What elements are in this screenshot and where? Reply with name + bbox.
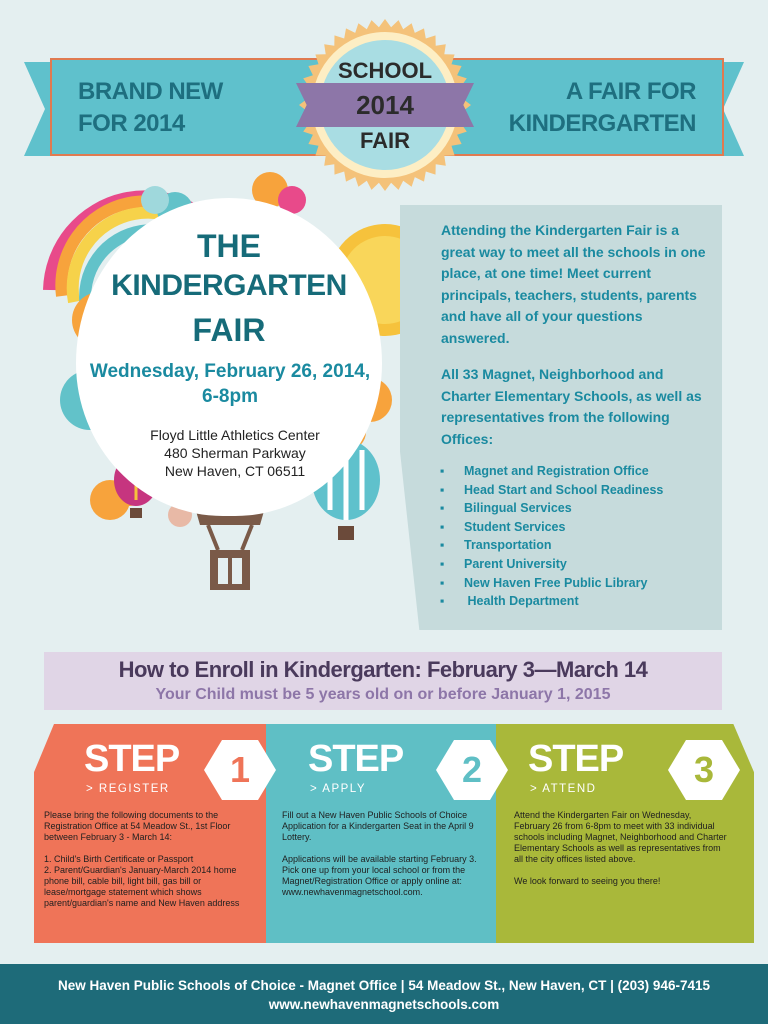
list-item: ▪ Student Services (440, 518, 663, 537)
offices-list (440, 462, 663, 611)
list-item: ▪ Parent University (440, 555, 663, 574)
bullet-icon: ▪ (440, 575, 445, 590)
ribbon-left-line1: BRAND NEW (78, 78, 223, 105)
venue-name: Floyd Little Athletics Center (150, 427, 320, 443)
bullet-icon: ▪ (440, 519, 445, 534)
footer-contact: New Haven Public Schools of Choice - Magnet Office | 54 Meadow St., New Haven, CT | (203) 946-7415 (58, 978, 710, 993)
bullet-icon: ▪ (440, 594, 445, 609)
info-paragraph-offices: All 33 Magnet, Neighborhood and Charter Elementary Schools, as well as representatives from the following Offices: (441, 366, 702, 447)
info-paragraph-intro: Attending the Kindergarten Fair is a great way to meet all the schools in one place, at one time! Meet current principals, teachers, students, parents and have all of your questions answered. (441, 222, 706, 346)
enroll-subtitle: Your Child must be 5 years old on or before January 1, 2015 (155, 686, 611, 703)
fair-date: Wednesday, February 26, 2014, (89, 361, 371, 382)
footer-website-link[interactable]: www.newhavenmagnetschools.com (268, 997, 500, 1012)
step-3-text: Attend the Kindergarten Fair on Wednesday, February 26 from 6-8pm to meet with 33 individual schools including Magnet, Neighborhood and Charter Elementary Schools as well as representatives from all the city offices listed above. We look forward to seeing you there! (514, 810, 727, 886)
step-2-label: > APPLY (310, 783, 367, 795)
venue-street: 480 Sherman Parkway (164, 445, 306, 461)
list-item: ▪ New Haven Free Public Library (440, 574, 663, 593)
fair-title-line1: THE (197, 228, 261, 264)
step-3-number: 3 (693, 749, 715, 790)
step-1-label: > REGISTER (86, 783, 170, 795)
step-1-text: Please bring the following documents to the Registration Office at 54 Meadow St., 1st Floor between February 3 - March 14: 1. Child's Birth Certificate or Passport 2. Parent/Guardian's January-March 2014 home phone bill, cable bill, light bill, gas bill or lease/mortgage statement which shows parent/guardian's name and New Haven address (44, 810, 240, 908)
step-2-text: Fill out a New Haven Public Schools of Choice Application for a Kindergarten Seat in the April 9 Lottery. Applications will be available starting February 3. Pick one up from your local school or from the Magnet/Registration Office or apply online at: www.newhavenmagnetschool.com. (282, 810, 477, 897)
seal-year: 2014 (356, 90, 414, 120)
ribbon-right-line2: KINDERGARTEN (508, 110, 696, 137)
venue-city: New Haven, CT 06511 (164, 463, 306, 479)
bullet-icon: ▪ (440, 501, 445, 516)
step-2-word: STEP (308, 738, 404, 780)
list-item: ▪ Magnet and Registration Office (440, 462, 663, 481)
list-item: ▪ Bilingual Services (440, 499, 663, 518)
list-item: ▪ Transportation (440, 536, 663, 555)
bullet-icon: ▪ (440, 482, 445, 497)
fair-title-line3: FAIR (192, 312, 266, 348)
step-1-number: 1 (229, 749, 251, 790)
step-3-word: STEP (528, 738, 624, 780)
bullet-icon: ▪ (440, 538, 445, 553)
seal-top-text: SCHOOL (337, 58, 433, 83)
list-item: ▪ Head Start and School Readiness (440, 481, 663, 500)
seal-bottom-text: FAIR (359, 128, 411, 153)
ribbon-left-line2: FOR 2014 (78, 110, 185, 137)
step-2-number: 2 (461, 749, 483, 790)
fair-title-line2: KINDERGARTEN (111, 269, 347, 302)
bullet-icon: ▪ (440, 464, 445, 478)
step-3-label: > ATTEND (530, 783, 597, 795)
enroll-title: How to Enroll in Kindergarten: February 3—March 14 (118, 657, 648, 682)
step-1-word: STEP (84, 738, 180, 780)
fair-time: 6-8pm (202, 386, 258, 407)
list-item: ▪ Health Department (440, 592, 663, 611)
ribbon-right-line1: A FAIR FOR (565, 78, 696, 105)
bullet-icon: ▪ (440, 556, 445, 571)
